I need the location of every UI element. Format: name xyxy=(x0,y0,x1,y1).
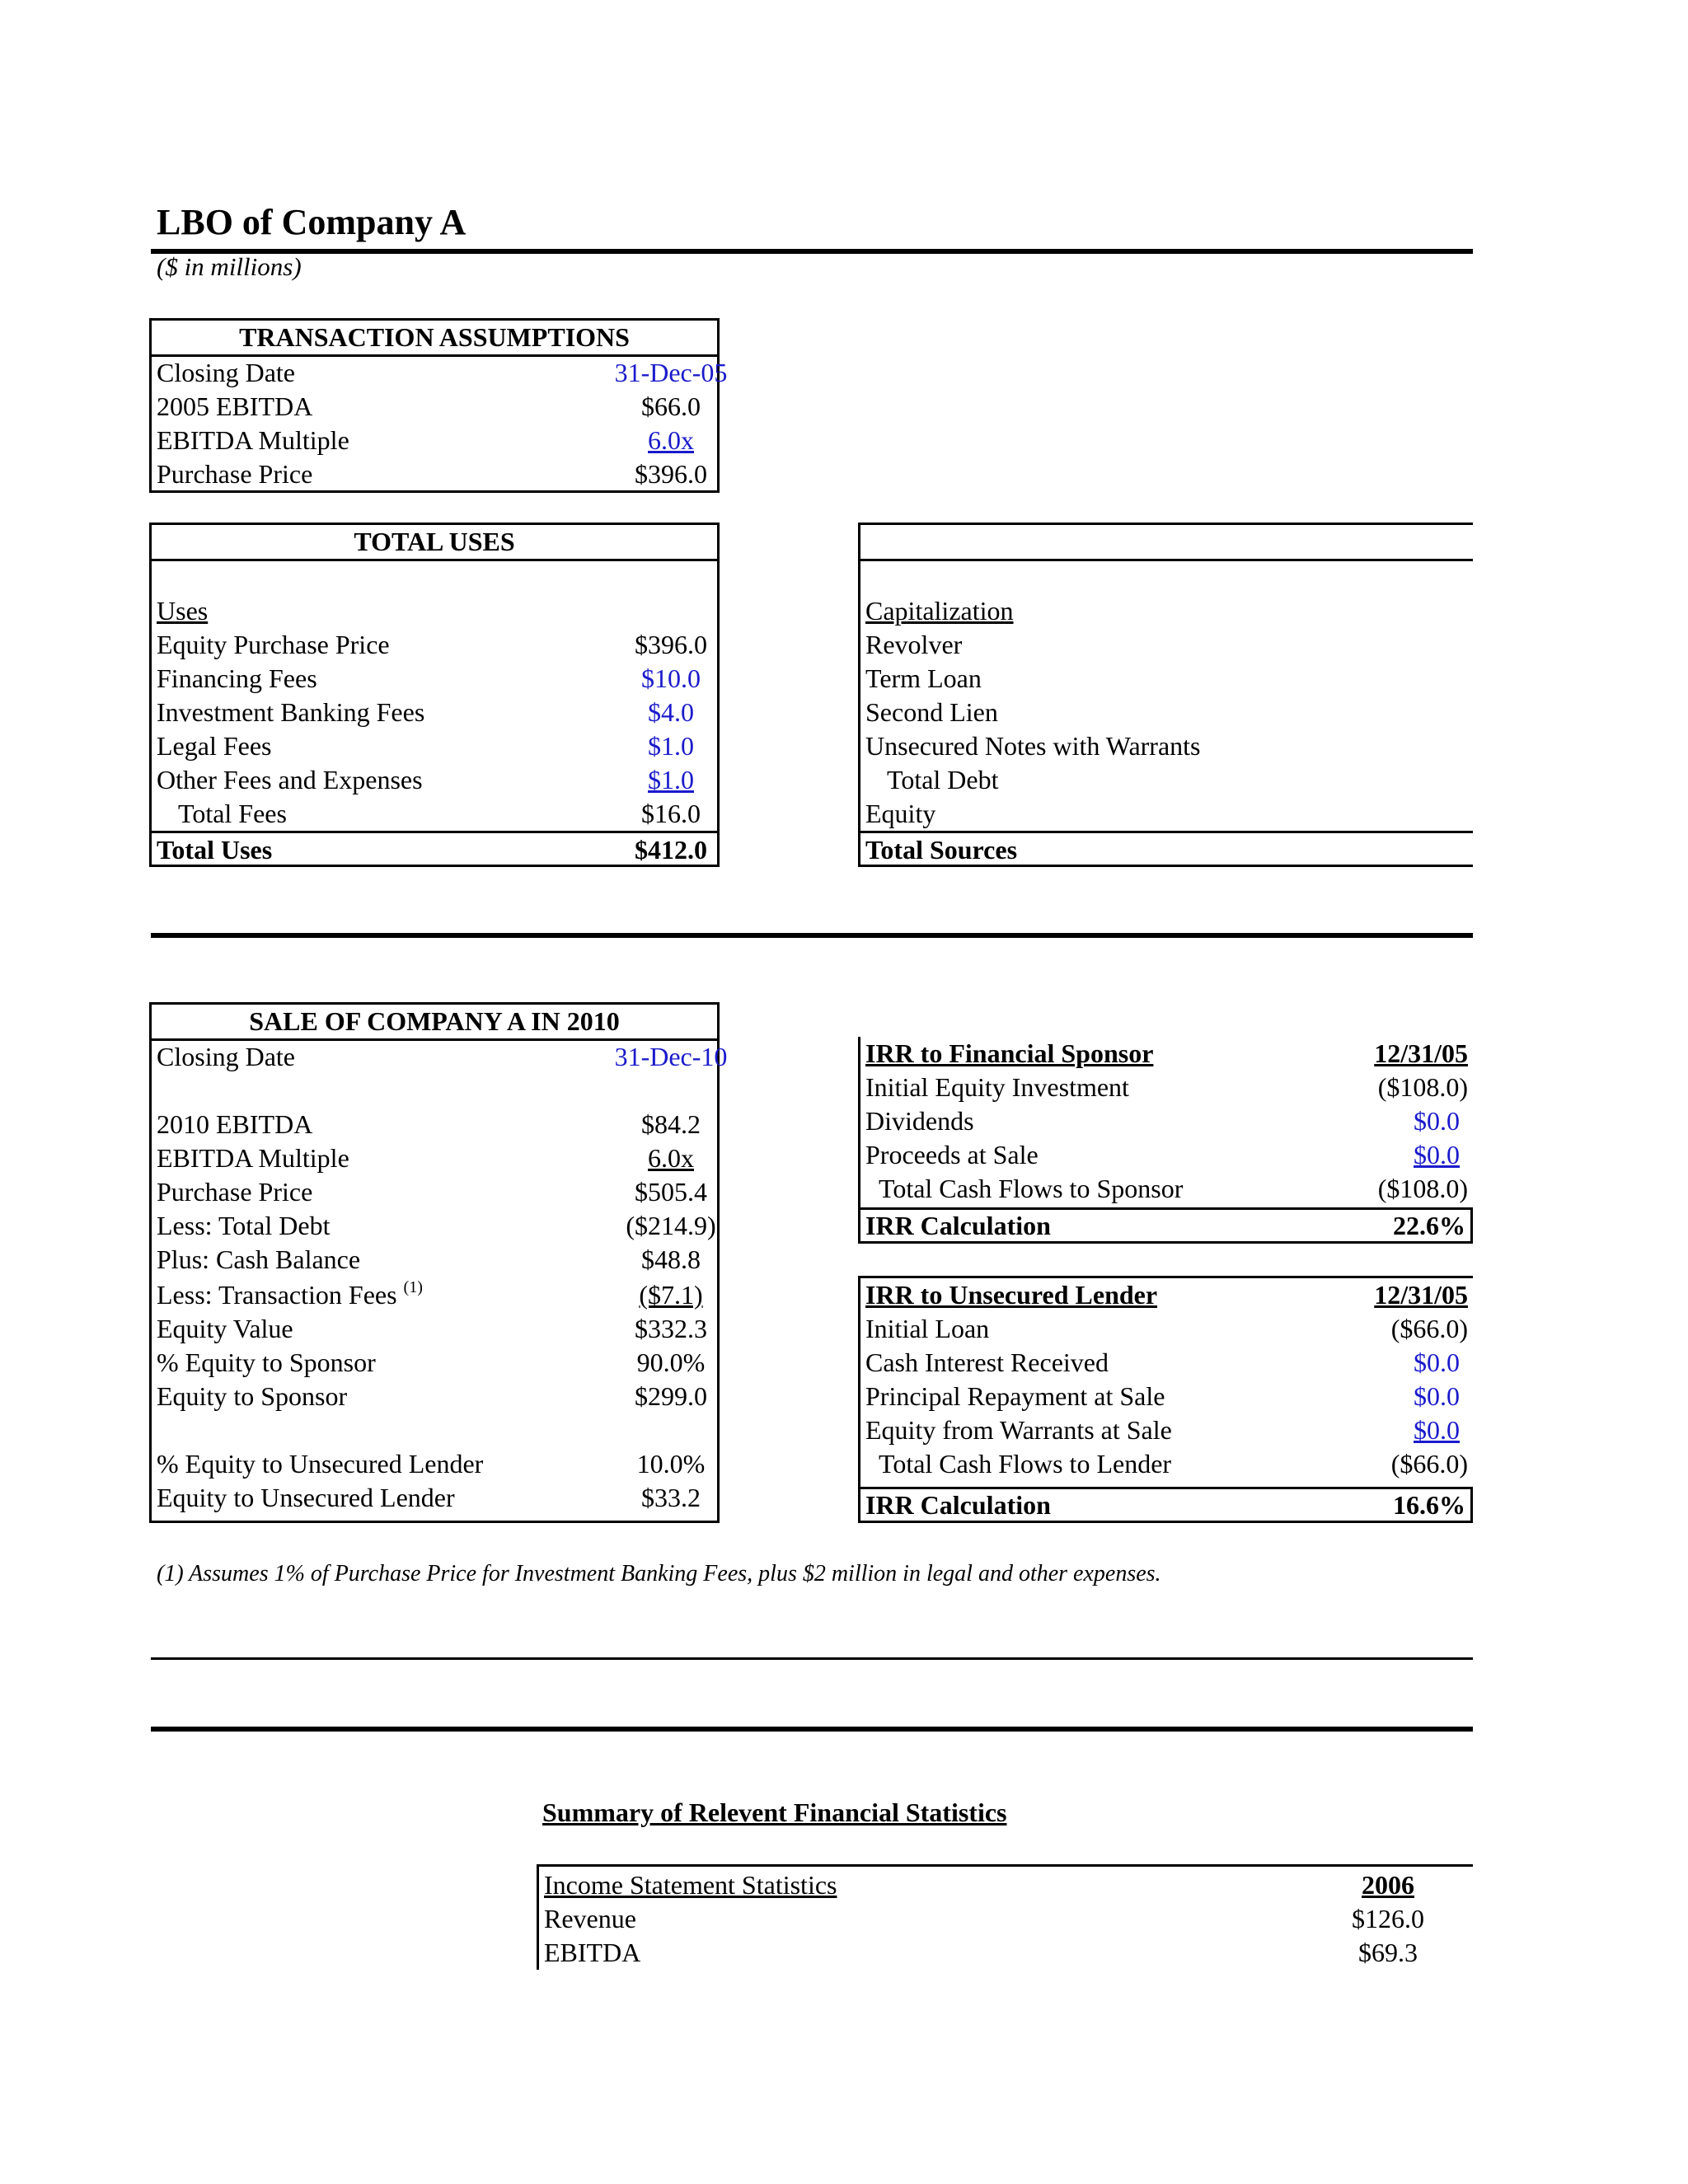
row-label: Unsecured Notes with Warrants xyxy=(865,731,1201,761)
row-value[interactable]: 31-Dec-05 xyxy=(614,358,728,387)
row-value[interactable]: $10.0 xyxy=(641,663,701,693)
row-label: % Equity to Sponsor xyxy=(157,1347,376,1377)
irr-sponsor-row xyxy=(860,1138,1473,1172)
footnote: (1) Assumes 1% of Purchase Price for Investment Banking Fees, plus $2 million in legal and other expenses. xyxy=(157,1561,1161,1586)
sale-row xyxy=(152,1278,717,1312)
summary-section-label: Income Statement Statistics xyxy=(544,1870,837,1900)
sources-row xyxy=(860,628,1473,662)
page-subtitle: ($ in millions) xyxy=(157,252,302,281)
sale-row xyxy=(152,1243,717,1277)
row-label: Equity Purchase Price xyxy=(157,630,390,659)
irr-sponsor-row xyxy=(860,1172,1473,1206)
irr-sponsor-row xyxy=(860,1104,1473,1138)
footer-rule-thin xyxy=(151,1657,1473,1660)
row-label: Equity from Warrants at Sale xyxy=(865,1415,1172,1445)
row-label: Less: Total Debt xyxy=(157,1211,331,1240)
irr-lender-table xyxy=(858,1276,1473,1523)
row-value[interactable]: 31-Dec-10 xyxy=(614,1042,728,1071)
row-value[interactable]: $0.0 xyxy=(1414,1381,1460,1411)
section-divider xyxy=(151,933,1473,938)
sources-row xyxy=(860,662,1473,696)
row-value[interactable]: $4.0 xyxy=(648,697,694,727)
row-label: Initial Equity Investment xyxy=(865,1072,1129,1102)
sale-row xyxy=(152,1108,717,1141)
row-label: Dividends xyxy=(865,1106,974,1136)
row-label: Closing Date xyxy=(157,358,295,387)
row-value[interactable]: $0.0 xyxy=(1414,1106,1460,1136)
sale-header: SALE OF COMPANY A IN 2010 xyxy=(249,1006,620,1036)
row-label: Equity to Unsecured Lender xyxy=(157,1483,455,1512)
row-value: ($108.0) xyxy=(1377,1174,1468,1203)
assumptions-row xyxy=(152,356,728,390)
irr-lender-row xyxy=(860,1312,1473,1346)
row-value[interactable]: $0.0 xyxy=(1414,1415,1460,1445)
summary-row xyxy=(539,1936,1473,1970)
sale-row xyxy=(152,1447,717,1481)
uses-row xyxy=(152,763,717,797)
row-value: 16.6% xyxy=(1393,1490,1465,1520)
sources-row xyxy=(860,797,1473,831)
row-label: Purchase Price xyxy=(157,459,313,489)
row-label: Total Cash Flows to Sponsor xyxy=(879,1174,1184,1203)
row-value: 22.6% xyxy=(1393,1211,1465,1240)
row-label: Equity to Sponsor xyxy=(157,1381,348,1411)
sale-row xyxy=(152,1346,717,1380)
sale-row xyxy=(152,1380,717,1413)
row-label: Principal Repayment at Sale xyxy=(865,1381,1165,1411)
footer-rule-thick xyxy=(151,1727,1473,1732)
sale-row xyxy=(152,1141,717,1175)
row-label: Purchase Price xyxy=(157,1177,313,1207)
row-label: EBITDA xyxy=(544,1938,641,1967)
total-uses-table xyxy=(149,523,720,867)
irr-lender-row xyxy=(860,1447,1473,1481)
row-value: $396.0 xyxy=(635,630,707,659)
sale-header-row xyxy=(152,1005,717,1038)
row-label: 2005 EBITDA xyxy=(157,391,313,421)
uses-row xyxy=(152,696,717,729)
row-label: Initial Loan xyxy=(865,1314,990,1343)
row-label: Legal Fees xyxy=(157,731,272,761)
uses-row xyxy=(152,628,717,662)
row-label: 2010 EBITDA xyxy=(157,1109,313,1139)
row-label: Plus: Cash Balance xyxy=(157,1244,361,1274)
sale-row xyxy=(152,1209,717,1243)
assumptions-row xyxy=(152,424,717,457)
row-label: Proceeds at Sale xyxy=(865,1140,1039,1169)
row-value[interactable]: 6.0x xyxy=(648,425,694,455)
irr-sponsor-date: 12/31/05 xyxy=(1374,1038,1468,1068)
row-label: Equity xyxy=(865,799,936,828)
row-label: Revenue xyxy=(544,1904,636,1933)
irr-sponsor-calc-row xyxy=(858,1207,1473,1244)
row-value: $126.0 xyxy=(1352,1904,1424,1933)
irr-sponsor-header-row xyxy=(860,1037,1473,1071)
uses-section-label: Uses xyxy=(157,596,209,626)
row-label: Cash Interest Received xyxy=(865,1347,1109,1377)
row-label: Financing Fees xyxy=(157,663,317,693)
row-label: Total Fees xyxy=(178,799,287,828)
sale-of-company-table xyxy=(149,1002,728,1523)
sources-row xyxy=(860,763,1473,797)
row-label: Total Sources xyxy=(865,835,1018,865)
irr-sponsor-header: IRR to Financial Sponsor xyxy=(865,1038,1154,1068)
row-label: IRR Calculation xyxy=(865,1490,1051,1520)
irr-lender-header-row xyxy=(860,1278,1473,1312)
sale-row xyxy=(152,1481,717,1515)
sale-row xyxy=(152,1175,717,1209)
row-label: Second Lien xyxy=(865,697,998,727)
row-value: $412.0 xyxy=(635,835,707,865)
transaction-assumptions-table xyxy=(149,318,728,493)
row-value: 10.0% xyxy=(636,1449,706,1479)
sale-row xyxy=(152,1040,728,1074)
assumptions-row xyxy=(152,457,717,491)
assumptions-header: TRANSACTION ASSUMPTIONS xyxy=(239,322,630,352)
row-label: EBITDA Multiple xyxy=(157,425,349,455)
irr-lender-row xyxy=(860,1380,1473,1413)
irr-lender-row xyxy=(860,1346,1473,1380)
row-label: Other Fees and Expenses xyxy=(157,765,423,794)
row-value: $69.3 xyxy=(1358,1938,1418,1967)
row-label: Closing Date xyxy=(157,1042,295,1071)
row-label: Total Uses xyxy=(157,835,273,865)
irr-lender-date: 12/31/05 xyxy=(1374,1280,1468,1310)
summary-title: Summary of Relevent Financial Statistics xyxy=(542,1797,1007,1827)
summary-table xyxy=(537,1864,1473,1970)
row-value: $66.0 xyxy=(641,391,701,421)
row-value: $84.2 xyxy=(641,1109,701,1139)
row-label: Total Cash Flows to Lender xyxy=(879,1449,1172,1479)
row-label: Less: Transaction Fees $^{(1)}$ xyxy=(157,1278,423,1310)
uses-row xyxy=(152,797,717,831)
sale-row xyxy=(152,1312,717,1346)
row-value: 90.0% xyxy=(636,1347,706,1377)
row-value[interactable]: $0.0 xyxy=(1414,1140,1460,1169)
uses-row xyxy=(152,662,717,696)
irr-sponsor-row xyxy=(860,1071,1473,1104)
uses-total-row xyxy=(152,831,717,867)
row-label: EBITDA Multiple xyxy=(157,1143,349,1173)
assumptions-row xyxy=(152,390,717,424)
row-value[interactable]: $0.0 xyxy=(1414,1347,1460,1377)
sources-header-row xyxy=(860,525,1473,559)
row-value[interactable]: $1.0 xyxy=(648,765,694,794)
row-value: ($66.0) xyxy=(1390,1314,1468,1343)
row-value: $16.0 xyxy=(641,799,701,828)
uses-row xyxy=(152,729,717,763)
sources-section-row xyxy=(860,594,1473,628)
row-label: Total Debt xyxy=(887,765,999,794)
row-label: Revolver xyxy=(865,630,963,659)
uses-section-row xyxy=(152,594,717,628)
row-value: 6.0x xyxy=(648,1143,694,1173)
sources-total-row xyxy=(860,831,1473,867)
row-value: $299.0 xyxy=(635,1381,707,1411)
row-value: ($108.0) xyxy=(1377,1072,1468,1102)
row-value: $48.8 xyxy=(641,1244,701,1274)
irr-lender-header: IRR to Unsecured Lender xyxy=(865,1280,1158,1310)
row-value: ($66.0) xyxy=(1390,1449,1468,1479)
row-value: ($214.9) xyxy=(626,1211,716,1240)
row-value: $396.0 xyxy=(635,459,707,489)
sources-row xyxy=(860,729,1473,763)
sources-row xyxy=(860,696,1473,729)
row-label: % Equity to Unsecured Lender xyxy=(157,1449,484,1479)
summary-row xyxy=(539,1902,1473,1936)
title-rule xyxy=(151,249,1473,254)
row-value: $33.2 xyxy=(641,1483,701,1512)
row-label: Investment Banking Fees xyxy=(157,697,425,727)
total-sources-table xyxy=(858,523,1473,867)
summary-header-row xyxy=(539,1868,1473,1902)
uses-header-row xyxy=(152,525,717,559)
row-value: $505.4 xyxy=(635,1177,707,1207)
row-label: Term Loan xyxy=(865,663,982,693)
summary-year: 2006 xyxy=(1362,1870,1414,1900)
irr-lender-row xyxy=(860,1413,1473,1447)
row-label: Equity Value xyxy=(157,1314,293,1343)
row-label: IRR Calculation xyxy=(865,1211,1051,1240)
row-value[interactable]: $1.0 xyxy=(648,731,694,761)
assumptions-header-row xyxy=(152,321,717,354)
sources-section-label: Capitalization xyxy=(865,596,1014,626)
irr-lender-calc-row xyxy=(858,1487,1473,1523)
row-value: ($7.1) xyxy=(639,1280,703,1310)
footnote-marker: (1) xyxy=(403,1278,423,1296)
uses-header: TOTAL USES xyxy=(354,527,515,556)
page-title: LBO of Company A xyxy=(157,202,467,242)
row-value: $332.3 xyxy=(635,1314,707,1343)
